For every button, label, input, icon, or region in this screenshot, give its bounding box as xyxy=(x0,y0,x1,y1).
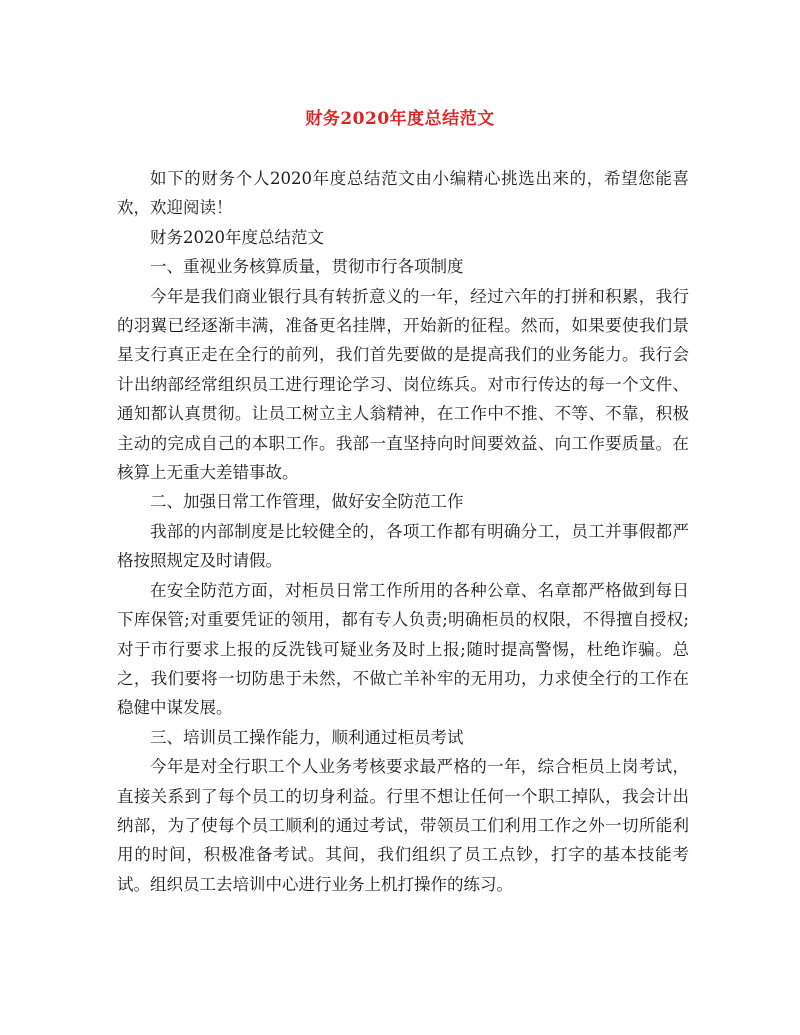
section-2-paragraph-2: 在安全防范方面，对柜员日常工作所用的各种公章、名章都严格做到每日下库保管;对重要凭证的领用，都有专人负责;明确柜员的权限，不得擅自授权;对于市行要求上报的反洗钱可疑业务及时上报;随时提高警惕，杜绝诈骗。总之，我们要将一切防患于未然，不做亡羊补牢的无用功，力求使全行的工作在稳健中谋发展。 xyxy=(117,580,689,718)
subtitle-paragraph: 财务2020年度总结范文 xyxy=(150,227,324,247)
section-1-paragraph: 今年是我们商业银行具有转折意义的一年，经过六年的打拼和积累，我行的羽翼已经逐渐丰满，准备更名挂牌，开始新的征程。然而，如果要使我们景星支行真正走在全行的前列，我们首先要做的是提高我们的业务能力。我行会计出纳部经常组织员工进行理论学习、岗位练兵。对市行传达的每一个文件、通知都认真贯彻。让员工树立主人翁精神，在工作中不推、不等、不靠，积极主动的完成自己的本职工作。我部一直坚持向时间要效益、向工作要质量。在核算上无重大差错事故。 xyxy=(117,286,689,483)
document-title: 财务2020年度总结范文 xyxy=(305,109,495,129)
section-heading-2: 二、加强日常工作管理，做好安全防范工作 xyxy=(150,492,464,512)
section-3-paragraph: 今年是对全行职工个人业务考核要求最严格的一年，综合柜员上岗考试，直接关系到了每个员工的切身利益。行里不想让任何一个职工掉队，我会计出纳部，为了使每个员工顺利的通过考试，带领员工们利用工作之外一切所能利用的时间，积极准备考试。其间，我们组织了员工点钞，打字的基本技能考试。组织员工去培训中心进行业务上机打操作的练习。 xyxy=(117,757,689,894)
section-2-paragraph-1: 我部的内部制度是比较健全的，各项工作都有明确分工，员工并事假都严格按照规定及时请假。 xyxy=(117,521,689,571)
document-body xyxy=(117,164,689,899)
section-heading-3: 三、培训员工操作能力，顺利通过柜员考试 xyxy=(150,727,464,747)
section-heading-1: 一、重视业务核算质量，贯彻市行各项制度 xyxy=(150,257,464,277)
intro-paragraph: 如下的财务个人2020年度总结范文由小编精心挑选出来的，希望您能喜欢，欢迎阅读！ xyxy=(117,169,689,218)
